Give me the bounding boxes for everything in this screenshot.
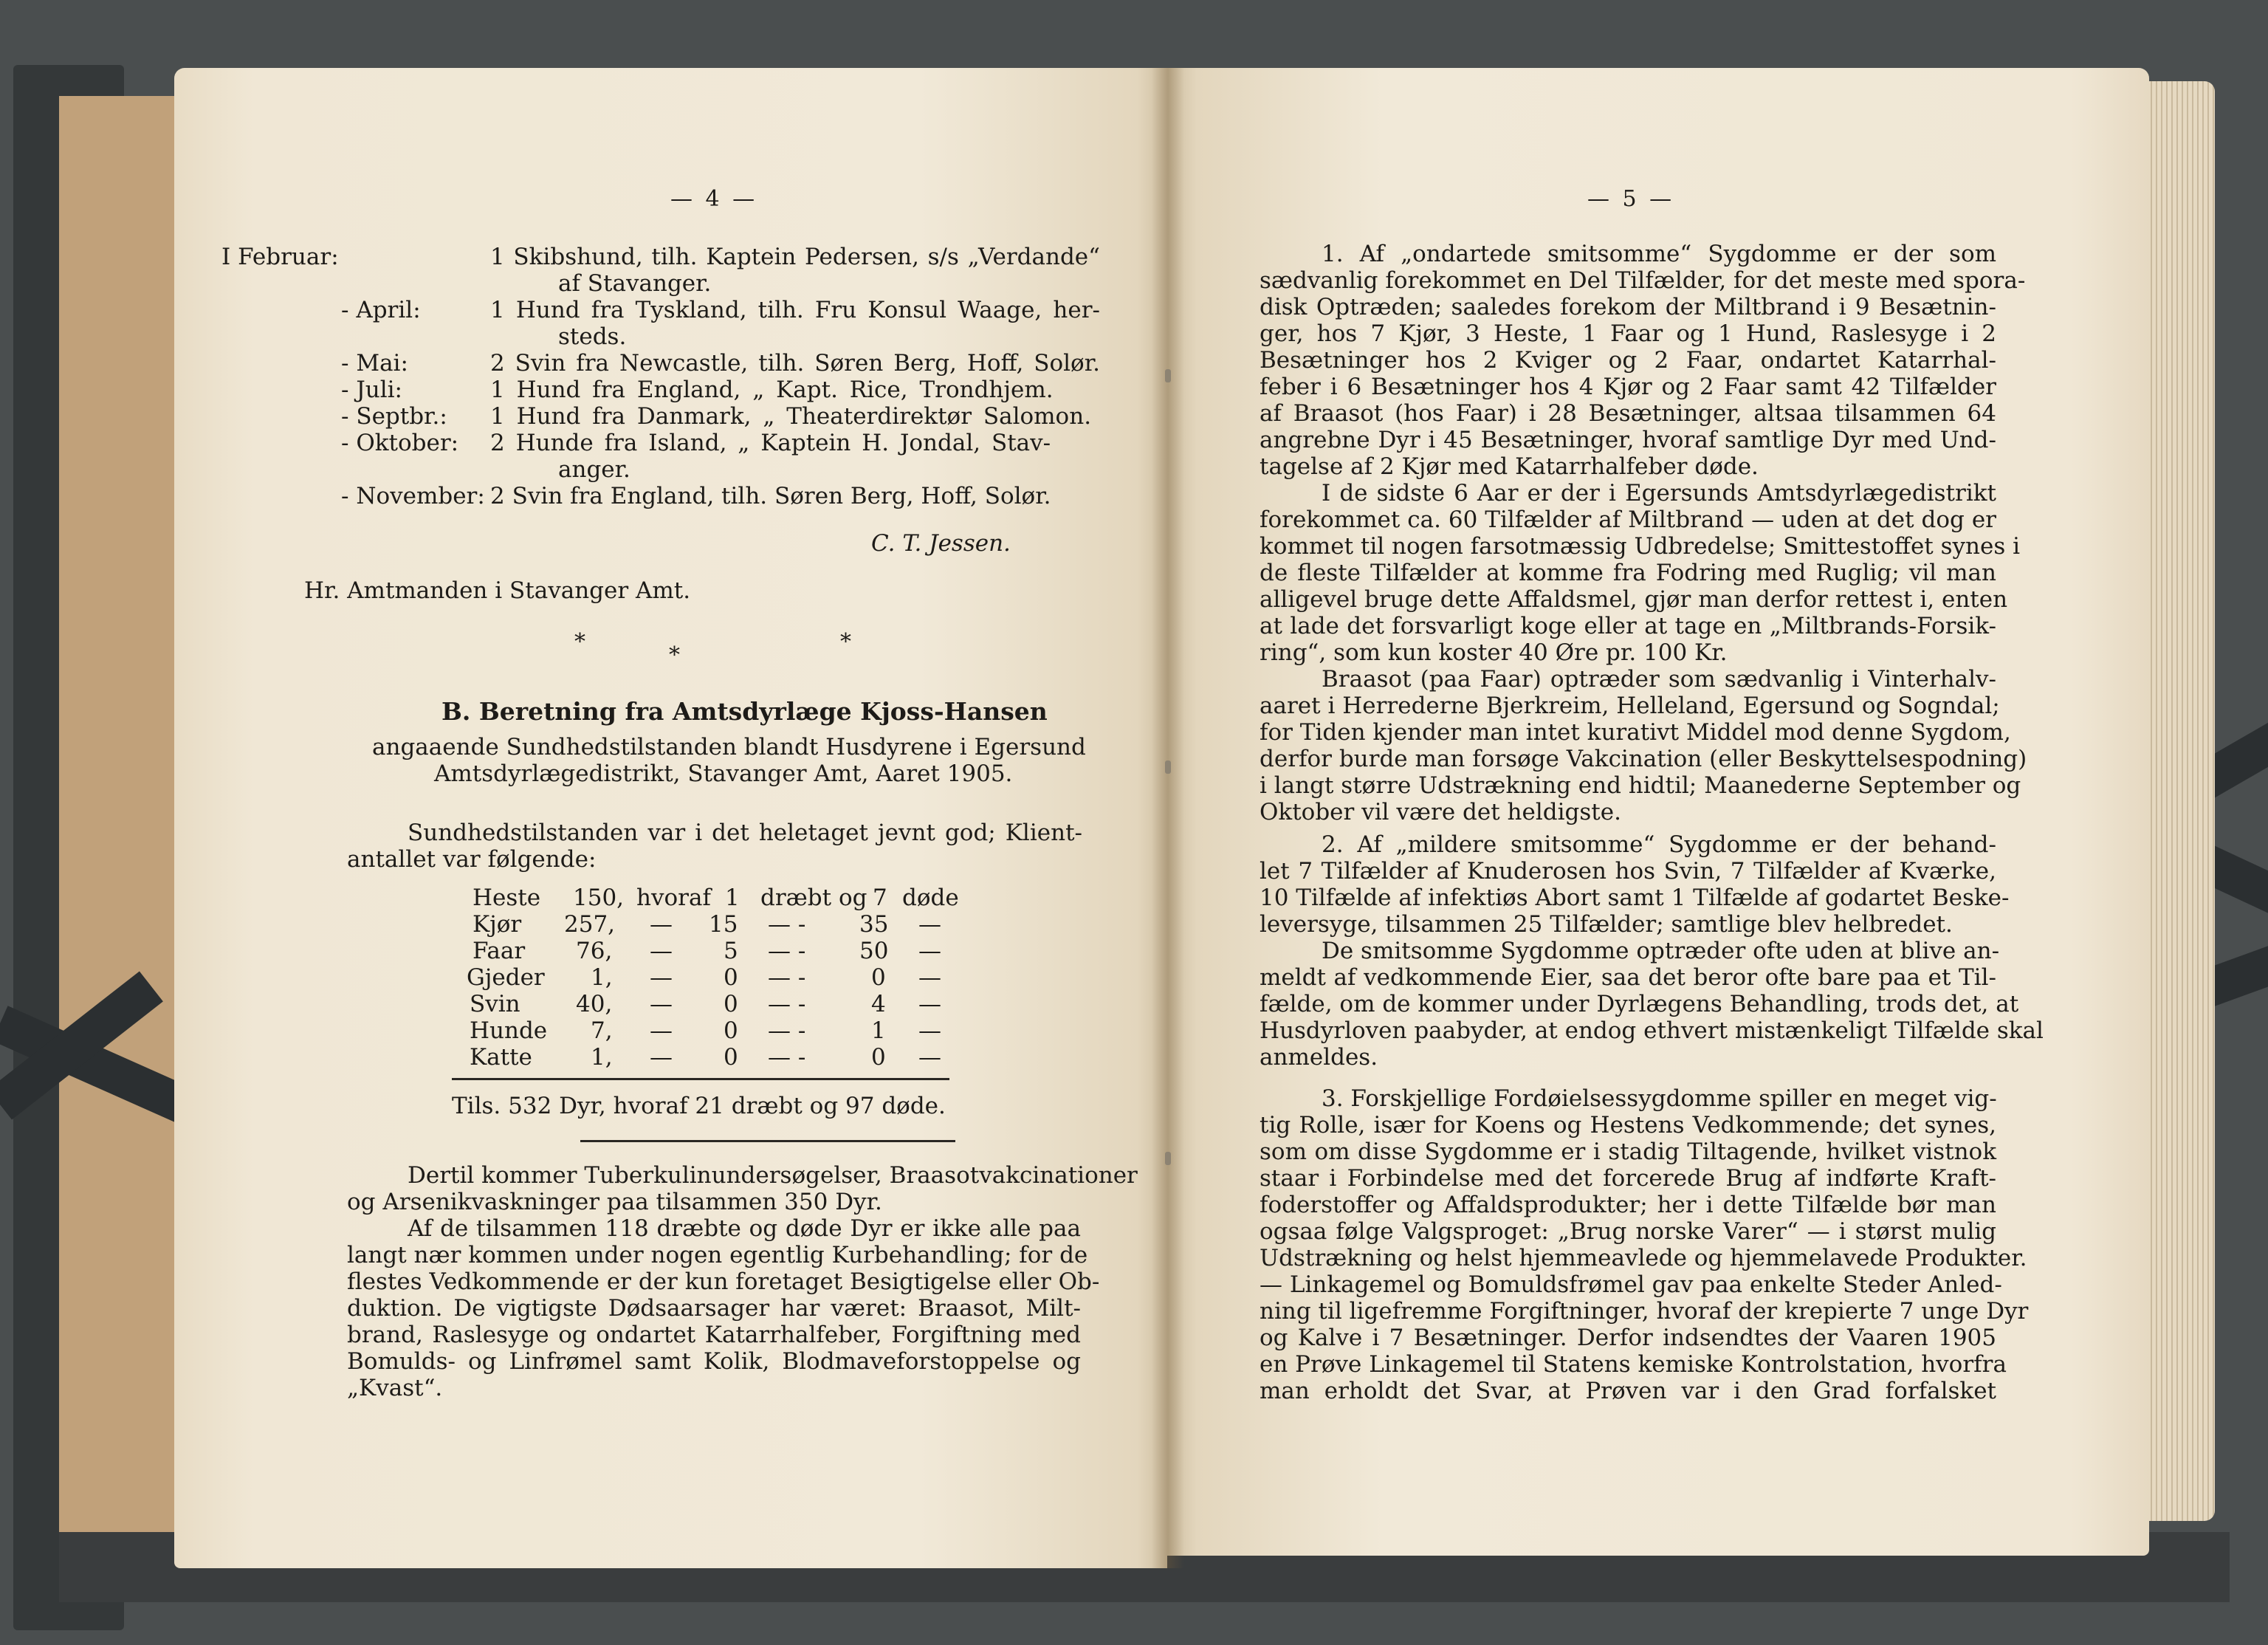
separator-star: * [840, 629, 851, 655]
table-dode: — [918, 964, 941, 991]
import-month: I Februar: [221, 244, 339, 270]
import-entry-cont: steds. [558, 323, 627, 350]
paragraph-line: angrebne Dyr i 45 Besætninger, hvoraf samtlige Dyr med Und- [1260, 427, 1996, 453]
binding-stitch [1165, 369, 1171, 382]
table-drb: — - [768, 911, 806, 938]
paragraph-line: og Arsenikvaskninger paa tilsammen 350 Dyr. [347, 1189, 882, 1215]
report-subheading: angaaende Sundhedstilstanden blandt Husdyrene i Egersund [372, 734, 1086, 760]
paragraph-line: 2. Af „mildere smitsomme“ Sygdomme er der behand- [1322, 831, 1996, 858]
addressee: Hr. Amtmanden i Stavanger Amt. [304, 577, 691, 604]
paragraph-line: ring“, som kun koster 40 Øre pr. 100 Kr. [1260, 639, 1728, 666]
paragraph-line: De smitsomme Sygdomme optræder ofte uden at blive an- [1322, 938, 2000, 964]
paragraph-line: staar i Forbindelse med det forcerede Brug af indførte Kraft- [1260, 1165, 1996, 1192]
signature: C. T. Jessen. [871, 530, 1011, 557]
table-animal: Gjeder [467, 964, 545, 991]
table-hvoraf: — [650, 938, 673, 964]
separator-star: * [669, 642, 680, 668]
paragraph-line: anmeldes. [1260, 1044, 1378, 1071]
binding-stitch [1165, 760, 1171, 774]
paragraph-line: fælde, om de kommer under Dyrlægens Behandling, trods det, at [1260, 991, 2019, 1017]
paragraph-line: 3. Forskjellige Fordøielsessygdomme spiller en meget vig- [1322, 1085, 1997, 1112]
table-dode: — [918, 991, 941, 1017]
paragraph-line: aaret i Herrederne Bjerkreim, Helleland, Egersund og Sogndal; [1260, 693, 2000, 719]
paragraph-line: 10 Tilfælde af infektiøs Abort samt 1 Tilfælde af godartet Beske- [1260, 885, 2010, 911]
paragraph-line: Dertil kommer Tuberkulinundersøgelser, Braasotvakcinationer [408, 1162, 1138, 1189]
table-count: 76, [576, 938, 613, 964]
table-animal: Heste [472, 885, 541, 911]
table-hvoraf: — [650, 1044, 673, 1071]
table-count: 1, [591, 1044, 613, 1071]
table-animal: Katte [470, 1044, 532, 1071]
table-dode: — [918, 911, 941, 938]
paragraph-line: af Braasot (hos Faar) i 28 Besætninger, altsaa tilsammen 64 [1260, 400, 1996, 427]
import-entry: 2 Hunde fra Island, „ Kaptein H. Jondal, Stav- [490, 430, 1051, 456]
table-count: 257, [564, 911, 616, 938]
table-count: 150, [573, 885, 625, 911]
import-entry-cont: anger. [558, 456, 630, 483]
import-entry: 1 Hund fra Danmark, „ Theaterdirektør Salomon. [490, 403, 1092, 430]
table-killed: 0 [724, 991, 738, 1017]
paragraph-line: flestes Vedkommende er der kun foretaget Besigtigelse eller Ob- [347, 1268, 1100, 1295]
import-month: - Juli: [341, 377, 402, 403]
paragraph-line: foderstoffer og Affaldsprodukter; her i dette Tilfælde bør man [1260, 1192, 1996, 1218]
paragraph-line: — Linkagemel og Bomuldsfrømel gav paa enkelte Steder Anled- [1260, 1271, 2002, 1298]
paragraph-line: I de sidste 6 Aar er der i Egersunds Amtsdyrlægedistrikt [1322, 480, 1996, 506]
import-entry: 1 Skibshund, tilh. Kaptein Pedersen, s/s „Verdande“ [490, 244, 1100, 270]
paragraph-line: meldt af vedkommende Eier, saa det beror ofte bare paa et Til- [1260, 964, 1996, 991]
paragraph-line: derfor burde man forsøge Vakcination (eller Beskyttelsespodning) [1260, 746, 2027, 772]
import-entry: 1 Hund fra Tyskland, tilh. Fru Konsul Waage, her- [490, 297, 1100, 323]
paragraph-line: „Kvast“. [347, 1375, 443, 1401]
table-animal: Hunde [470, 1017, 548, 1044]
paragraph-line: de fleste Tilfælder at komme fra Fodring med Ruglig; vil man [1260, 560, 1996, 586]
paragraph-line: alligevel bruge dette Affaldsmel, gjør man derfor rettest i, enten [1260, 586, 2008, 613]
table-killed: 1 [725, 885, 740, 911]
paragraph-line: en Prøve Linkagemel til Statens kemiske Kontrolstation, hvorfra [1260, 1351, 2007, 1378]
table-killed: 0 [724, 964, 738, 991]
table-dead: 50 [859, 938, 889, 964]
import-entry-cont: af Stavanger. [558, 270, 712, 297]
paragraph-line: forekommet ca. 60 Tilfælder af Miltbrand — uden at det dog er [1260, 506, 1996, 533]
table-drb: dræbt og [760, 885, 867, 911]
table-dode: — [918, 938, 941, 964]
table-count: 1, [591, 964, 613, 991]
table-dead: 35 [859, 911, 889, 938]
paragraph-line: Husdyrloven paabyder, at endog ethvert mistænkeligt Tilfælde skal [1260, 1017, 2044, 1044]
paragraph-line: langt nær kommen under nogen egentlig Kurbehandling; for de [347, 1242, 1088, 1268]
left-page-number: — 4 — [670, 186, 758, 212]
paragraph-line: og Kalve i 7 Besætninger. Derfor indsendtes der Vaaren 1905 [1260, 1325, 1996, 1351]
table-hvoraf: — [650, 1017, 673, 1044]
import-entry: 2 Svin fra England, tilh. Søren Berg, Hoff, Solør. [490, 483, 1051, 509]
table-dode: — [918, 1044, 941, 1071]
table-rule [452, 1078, 949, 1080]
paragraph-line: som om disse Sygdomme er i stadig Tiltagende, hvilket vistnok [1260, 1139, 1996, 1165]
paragraph-line: Besætninger hos 2 Kviger og 2 Faar, ondartet Katarrhal- [1260, 347, 1996, 374]
paragraph-line: ogsaa følge Valgsproget: „Brug norske Varer“ — i størst mulig [1260, 1218, 1996, 1245]
report-heading: B. Beretning fra Amtsdyrlæge Kjoss-Hansen [441, 697, 1048, 726]
table-drb: — - [768, 1044, 806, 1071]
table-total: Tils. 532 Dyr, hvoraf 21 dræbt og 97 døde. [452, 1093, 946, 1119]
intro-text: antallet var følgende: [347, 846, 597, 873]
paragraph-line: Oktober vil være det heldigste. [1260, 799, 1621, 825]
import-month: - Oktober: [341, 430, 459, 456]
paragraph-line: tig Rolle, især for Koens og Hestens Vedkommende; det synes, [1260, 1112, 1996, 1139]
table-dode: — [918, 1017, 941, 1044]
table-animal: Faar [472, 938, 526, 964]
table-animal: Kjør [472, 911, 522, 938]
table-hvoraf: — [650, 964, 673, 991]
paragraph-line: let 7 Tilfælder af Knuderosen hos Svin, 7 Tilfælder af Kværke, [1260, 858, 1996, 885]
table-dead: 0 [871, 964, 886, 991]
table-killed: 0 [724, 1044, 738, 1071]
book-gutter [1152, 68, 1184, 1568]
paragraph-line: tagelse af 2 Kjør med Katarrhalfeber døde. [1260, 453, 1759, 480]
paragraph-line: feber i 6 Besætninger hos 4 Kjør og 2 Faar samt 42 Tilfælder [1260, 374, 1996, 400]
paragraph-line: Udstrækning og helst hjemmeavlede og hjemmelavede Produkter. [1260, 1245, 2027, 1271]
paragraph-line: Af de tilsammen 118 dræbte og døde Dyr er ikke alle paa [408, 1215, 1081, 1242]
paragraph-line: Braasot (paa Faar) optræder som sædvanlig i Vinterhalv- [1322, 666, 1996, 693]
paragraph-line: brand, Raslesyge og ondartet Katarrhalfeber, Forgiftning med [347, 1322, 1081, 1348]
table-dode: døde [902, 885, 959, 911]
table-hvoraf: — [650, 991, 673, 1017]
table-drb: — - [768, 1017, 806, 1044]
import-month: - April: [341, 297, 421, 323]
import-month: - November: [341, 483, 485, 509]
table-rule [580, 1140, 955, 1142]
paragraph-line: ger, hos 7 Kjør, 3 Heste, 1 Faar og 1 Hund, Raslesyge i 2 [1260, 320, 1996, 347]
table-hvoraf: — [650, 911, 673, 938]
table-dead: 7 [873, 885, 887, 911]
paragraph-line: kommet til nogen farsotmæssig Udbredelse; Smittestoffet synes i [1260, 533, 2021, 560]
table-hvoraf: hvoraf [636, 885, 711, 911]
table-killed: 5 [724, 938, 738, 964]
paragraph-line: at lade det forsvarligt koge eller at tage en „Miltbrands-Forsik- [1260, 613, 1996, 639]
right-page-number: — 5 — [1587, 186, 1675, 212]
import-entry: 1 Hund fra England, „ Kapt. Rice, Trondhjem. [490, 377, 1054, 403]
report-subheading: Amtsdyrlægedistrikt, Stavanger Amt, Aaret 1905. [434, 760, 1013, 787]
binding-stitch [1165, 1152, 1171, 1165]
paragraph-line: 1. Af „ondartede smitsomme“ Sygdomme er der som [1322, 241, 1996, 267]
paragraph-line: duktion. De vigtigste Dødsaarsager har været: Braasot, Milt- [347, 1295, 1081, 1322]
paragraph-line: sædvanlig forekommet en Del Tilfælder, for det meste med spora- [1260, 267, 2026, 294]
import-entry: 2 Svin fra Newcastle, tilh. Søren Berg, Hoff, Solør. [490, 350, 1100, 377]
book-endpaper [59, 96, 192, 1587]
table-drb: — - [768, 991, 806, 1017]
paragraph-line: i langt større Udstrækning end hidtil; Maanederne September og [1260, 772, 2021, 799]
table-killed: 15 [709, 911, 738, 938]
paragraph-line: Bomulds- og Linfrømel samt Kolik, Blodmaveforstoppelse og [347, 1348, 1081, 1375]
table-drb: — - [768, 938, 806, 964]
intro-text: Sundhedstilstanden var i det heletaget jevnt god; Klient- [408, 820, 1082, 846]
paragraph-line: ning til ligefremme Forgiftninger, hvoraf der krepierte 7 unge Dyr [1260, 1298, 2029, 1325]
paragraph-line: disk Optræden; saaledes forekom der Miltbrand i 9 Besætnin- [1260, 294, 1996, 320]
table-count: 40, [576, 991, 613, 1017]
table-count: 7, [591, 1017, 613, 1044]
table-animal: Svin [470, 991, 520, 1017]
table-drb: — - [768, 964, 806, 991]
table-killed: 0 [724, 1017, 738, 1044]
table-dead: 4 [871, 991, 886, 1017]
import-month: - Mai: [341, 350, 408, 377]
import-month: - Septbr.: [341, 403, 447, 430]
paragraph-line: man erholdt det Svar, at Prøven var i den Grad forfalsket [1260, 1378, 1996, 1404]
paragraph-line: leversyge, tilsammen 25 Tilfælder; samtlige blev helbredet. [1260, 911, 1953, 938]
table-dead: 0 [871, 1044, 886, 1071]
separator-star: * [574, 629, 585, 655]
table-dead: 1 [871, 1017, 886, 1044]
paragraph-line: for Tiden kjender man intet kurativt Middel mod denne Sygdom, [1260, 719, 2011, 746]
